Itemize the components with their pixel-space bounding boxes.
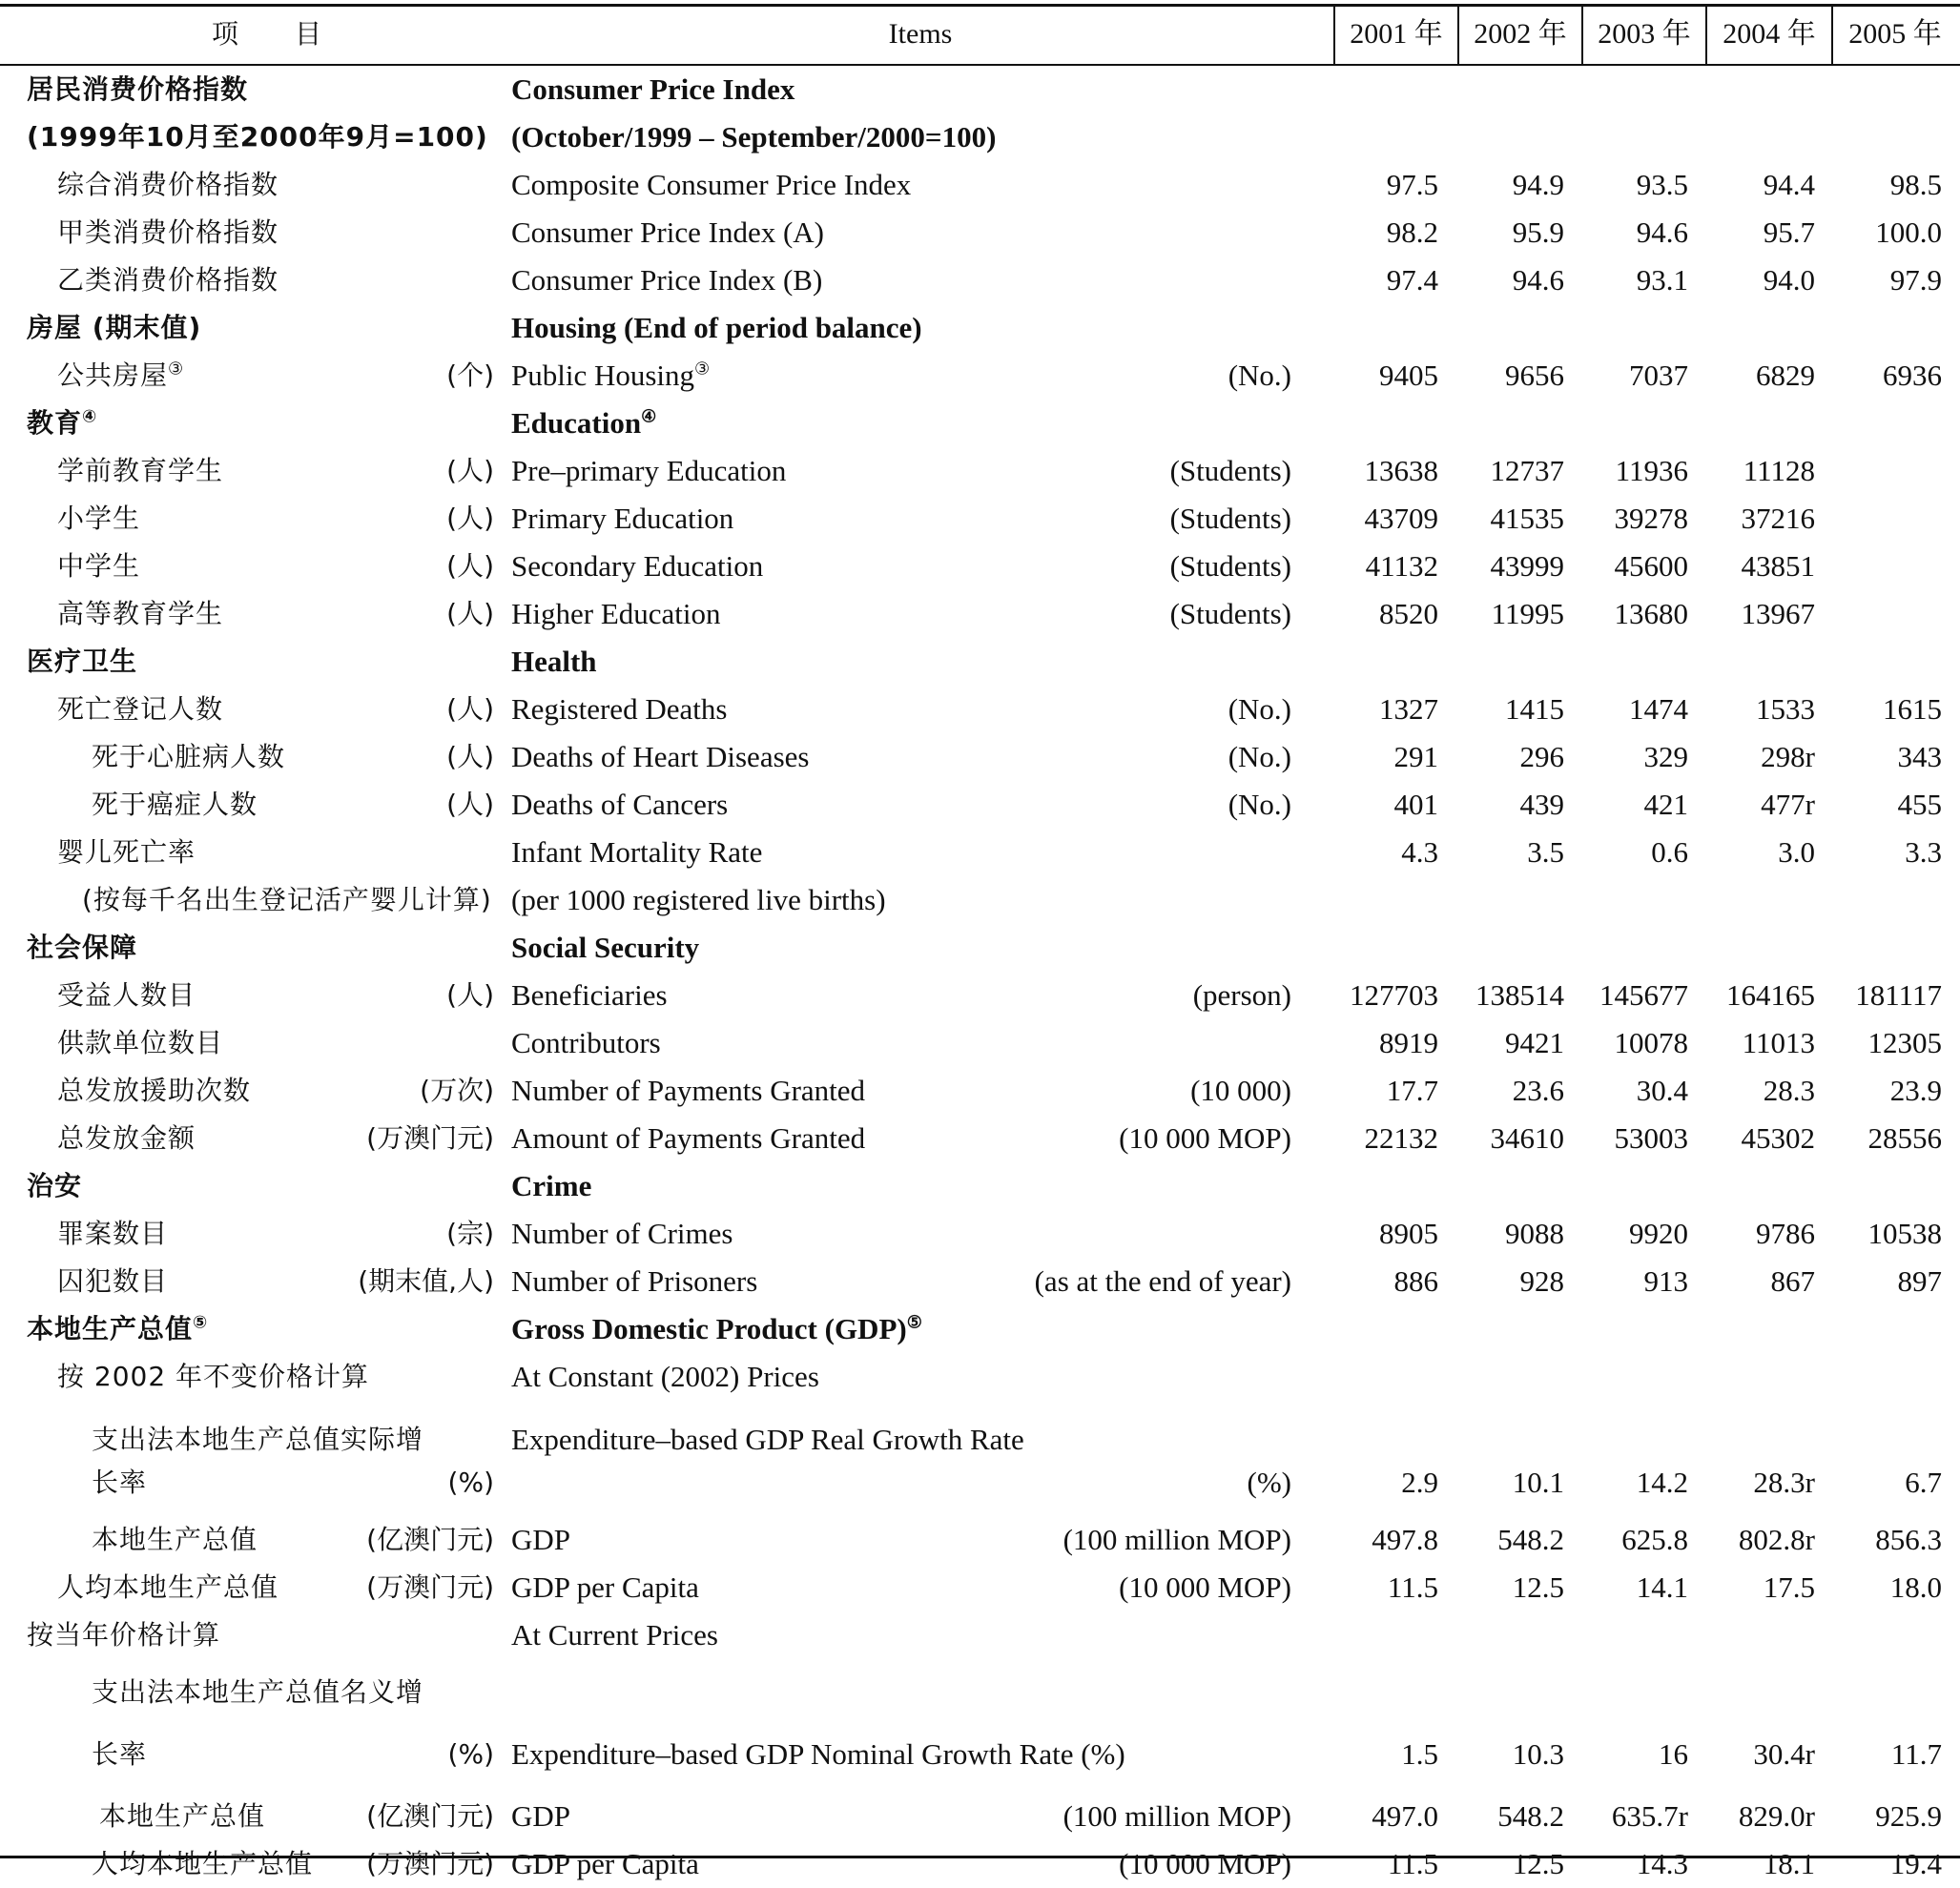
value-cell: 1615 — [1883, 692, 1942, 726]
header-item-zh: 项 目 — [211, 18, 322, 50]
header-year: 2004 年 — [1723, 18, 1816, 50]
value-cell: 9920 — [1629, 1217, 1688, 1250]
row-unit-zh: (万澳门元) — [366, 1571, 494, 1603]
value-cell: 12737 — [1490, 454, 1564, 487]
value-cell: 477r — [1761, 788, 1815, 821]
value-cell: 0.6 — [1651, 835, 1688, 869]
value-cell: 94.6 — [1636, 215, 1688, 249]
header-item-en: Items — [888, 18, 953, 50]
header-year: 2005 年 — [1848, 18, 1942, 50]
table-top-rule — [0, 4, 1960, 7]
value-cell: 867 — [1770, 1264, 1815, 1298]
value-cell: 1.5 — [1401, 1737, 1438, 1771]
footnote-marker: ⑤ — [193, 1312, 209, 1333]
row-label-en: Composite Consumer Price Index — [511, 168, 912, 201]
value-cell: 1415 — [1505, 692, 1564, 726]
value-cell: 138514 — [1475, 978, 1564, 1012]
value-cell: 12.5 — [1512, 1847, 1564, 1880]
row-label-en: GDP — [511, 1523, 571, 1556]
value-cell: 8919 — [1379, 1026, 1438, 1059]
row-label-en: (per 1000 registered live births) — [511, 883, 886, 916]
table-row — [0, 876, 1960, 924]
row-unit-zh: (人) — [446, 741, 494, 772]
row-label-zh: 中学生 — [57, 550, 141, 582]
value-cell: 94.0 — [1763, 263, 1815, 297]
row-label-en: GDP per Capita — [511, 1570, 699, 1604]
value-cell: 17.5 — [1763, 1570, 1815, 1604]
value-cell: 635.7r — [1611, 1799, 1688, 1833]
value-cell: 10.3 — [1512, 1737, 1564, 1771]
value-cell: 43709 — [1364, 502, 1438, 535]
value-cell: 17.7 — [1386, 1074, 1438, 1107]
value-cell: 9786 — [1756, 1217, 1815, 1250]
table-row — [0, 638, 1960, 686]
value-cell: 14.1 — [1636, 1570, 1688, 1604]
value-cell: 10078 — [1614, 1026, 1688, 1059]
value-cell: 10.1 — [1512, 1466, 1564, 1499]
value-cell: 6936 — [1883, 359, 1942, 392]
footnote-marker: ③ — [694, 359, 711, 379]
value-cell: 3.5 — [1527, 835, 1564, 869]
value-cell: 23.9 — [1889, 1074, 1942, 1107]
table-row — [0, 1669, 1960, 1716]
value-cell: 97.4 — [1386, 263, 1438, 297]
table-row — [0, 304, 1960, 352]
row-unit-en: (Students) — [1169, 502, 1291, 535]
row-label-en: Education④ — [511, 406, 657, 440]
row-unit-en: (person) — [1192, 978, 1291, 1012]
row-unit-zh: (人) — [446, 598, 494, 629]
row-label-zh: 按当年价格计算 — [27, 1619, 221, 1651]
row-label-zh: 房屋 (期末值) — [27, 312, 202, 343]
row-label-zh: 人均本地生产总值 — [92, 1848, 314, 1879]
table-row — [0, 1793, 1960, 1840]
table-row — [0, 113, 1960, 161]
row-unit-en: (10 000 MOP) — [1119, 1121, 1291, 1155]
row-label-zh: 高等教育学生 — [57, 598, 224, 629]
row-label-zh: 社会保障 — [27, 932, 138, 963]
value-cell: 94.9 — [1512, 168, 1564, 201]
value-cell: 11995 — [1491, 597, 1564, 630]
table-row — [0, 733, 1960, 781]
value-cell: 2.9 — [1401, 1466, 1438, 1499]
row-label-en: Amount of Payments Granted — [511, 1121, 866, 1155]
value-cell: 925.9 — [1875, 1799, 1942, 1833]
value-cell: 22132 — [1364, 1121, 1438, 1155]
row-label-zh: 长率 — [92, 1738, 148, 1770]
value-cell: 421 — [1643, 788, 1688, 821]
value-cell: 45302 — [1741, 1121, 1815, 1155]
row-unit-en: (10 000 MOP) — [1119, 1570, 1291, 1604]
value-cell: 164165 — [1726, 978, 1815, 1012]
row-label-en: Consumer Price Index (A) — [511, 215, 824, 249]
row-unit-zh: (万澳门元) — [366, 1122, 494, 1154]
row-label-en: GDP — [511, 1799, 571, 1833]
table-row — [0, 352, 1960, 400]
footnote-marker: ④ — [641, 406, 657, 426]
row-unit-zh: (个) — [446, 359, 494, 391]
value-cell: 625.8 — [1621, 1523, 1688, 1556]
row-label-zh: 总发放援助次数 — [57, 1075, 252, 1106]
table-row — [0, 1459, 1960, 1507]
value-cell: 3.0 — [1778, 835, 1815, 869]
value-cell: 1327 — [1379, 692, 1438, 726]
value-cell: 3.3 — [1905, 835, 1942, 869]
value-cell: 1533 — [1756, 692, 1815, 726]
row-unit-zh: (人) — [446, 693, 494, 725]
value-cell: 455 — [1897, 788, 1942, 821]
row-unit-zh: (%) — [447, 1467, 494, 1498]
row-unit-en: (No.) — [1228, 692, 1291, 726]
row-unit-zh: (万次) — [420, 1075, 494, 1106]
row-unit-en: (No.) — [1228, 359, 1291, 392]
table-row — [0, 1840, 1960, 1888]
row-unit-zh: (人) — [446, 789, 494, 820]
table-row — [0, 447, 1960, 495]
row-unit-zh: (%) — [447, 1738, 494, 1770]
value-cell: 43851 — [1741, 549, 1815, 583]
row-label-zh: 医疗卫生 — [27, 646, 138, 677]
row-label-en: At Constant (2002) Prices — [511, 1360, 819, 1393]
value-cell: 439 — [1519, 788, 1564, 821]
value-cell: 28.3r — [1753, 1466, 1815, 1499]
value-cell: 100.0 — [1875, 215, 1942, 249]
row-label-en: Health — [511, 645, 597, 678]
row-label-en: Crime — [511, 1169, 592, 1202]
value-cell: 9088 — [1505, 1217, 1564, 1250]
table-row — [0, 1115, 1960, 1162]
value-cell: 928 — [1519, 1264, 1564, 1298]
value-cell: 329 — [1643, 740, 1688, 773]
row-label-zh: 长率 — [92, 1467, 148, 1498]
table-row — [0, 495, 1960, 543]
row-unit-en: (No.) — [1228, 788, 1291, 821]
value-cell: 296 — [1519, 740, 1564, 773]
row-label-zh: 囚犯数目 — [57, 1265, 169, 1297]
value-cell: 8905 — [1379, 1217, 1438, 1250]
value-cell: 28556 — [1867, 1121, 1942, 1155]
value-cell: 97.9 — [1889, 263, 1942, 297]
table-row — [0, 1516, 1960, 1564]
table-row — [0, 972, 1960, 1019]
row-unit-zh: (万澳门元) — [366, 1848, 494, 1879]
row-unit-en: (10 000 MOP) — [1119, 1847, 1291, 1880]
table-row — [0, 1353, 1960, 1401]
table-row — [0, 1162, 1960, 1210]
value-cell: 10538 — [1867, 1217, 1942, 1250]
row-unit-zh: (宗) — [446, 1218, 494, 1249]
row-label-en: Gross Domestic Product (GDP)⑤ — [511, 1312, 922, 1345]
row-unit-en: (as at the end of year) — [1034, 1264, 1291, 1298]
value-cell: 127703 — [1350, 978, 1438, 1012]
value-cell: 6829 — [1756, 359, 1815, 392]
row-label-zh: 死于心脏病人数 — [92, 741, 286, 772]
footnote-marker: ③ — [168, 359, 185, 380]
value-cell: 897 — [1897, 1264, 1942, 1298]
value-cell: 913 — [1643, 1264, 1688, 1298]
value-cell: 23.6 — [1512, 1074, 1564, 1107]
row-label-zh: 本地生产总值⑤ — [27, 1312, 209, 1344]
value-cell: 181117 — [1855, 978, 1942, 1012]
value-cell: 12305 — [1867, 1026, 1942, 1059]
row-label-zh: 支出法本地生产总值实际增 — [92, 1424, 424, 1455]
value-cell: 98.5 — [1889, 168, 1942, 201]
row-unit-en: (10 000) — [1190, 1074, 1291, 1107]
row-label-zh: (1999年10月至2000年9月=100) — [27, 121, 488, 153]
table-row — [0, 1731, 1960, 1778]
value-cell: 9405 — [1379, 359, 1438, 392]
row-label-zh: (按每千名出生登记活产婴儿计算) — [82, 884, 492, 915]
value-cell: 9421 — [1505, 1026, 1564, 1059]
footnote-marker: ④ — [82, 406, 98, 427]
value-cell: 1474 — [1629, 692, 1688, 726]
table-row — [0, 543, 1960, 590]
value-cell: 95.7 — [1763, 215, 1815, 249]
value-cell: 95.9 — [1512, 215, 1564, 249]
row-label-en: Beneficiaries — [511, 978, 668, 1012]
table-row — [0, 590, 1960, 638]
value-cell: 18.1 — [1763, 1847, 1815, 1880]
row-label-en: Higher Education — [511, 597, 721, 630]
row-unit-zh: (亿澳门元) — [366, 1524, 494, 1555]
row-label-en: Pre–primary Education — [511, 454, 787, 487]
value-cell: 497.0 — [1372, 1799, 1438, 1833]
row-label-zh: 本地生产总值 — [92, 1524, 258, 1555]
row-label-en: Number of Crimes — [511, 1217, 733, 1250]
table-row — [0, 686, 1960, 733]
value-cell: 43999 — [1490, 549, 1564, 583]
value-cell: 45600 — [1614, 549, 1688, 583]
value-cell: 16 — [1659, 1737, 1688, 1771]
table-row — [0, 209, 1960, 257]
table-row — [0, 1210, 1960, 1258]
value-cell: 802.8r — [1738, 1523, 1815, 1556]
row-label-en: At Current Prices — [511, 1618, 718, 1652]
row-label-en: Contributors — [511, 1026, 661, 1059]
value-cell: 39278 — [1614, 502, 1688, 535]
footnote-marker: ⑤ — [906, 1312, 922, 1332]
value-cell: 41132 — [1365, 549, 1438, 583]
row-label-zh: 公共房屋③ — [57, 359, 185, 391]
value-cell: 11.5 — [1387, 1847, 1438, 1880]
value-cell: 13967 — [1741, 597, 1815, 630]
row-unit-zh: (人) — [446, 979, 494, 1011]
table-row — [0, 400, 1960, 447]
row-unit-en: (Students) — [1169, 549, 1291, 583]
row-label-en: GDP per Capita — [511, 1847, 699, 1880]
value-cell: 856.3 — [1875, 1523, 1942, 1556]
value-cell: 4.3 — [1401, 835, 1438, 869]
value-cell: 28.3 — [1763, 1074, 1815, 1107]
value-cell: 298r — [1761, 740, 1815, 773]
row-label-en: Expenditure–based GDP Real Growth Rate — [511, 1423, 1024, 1456]
table-row — [0, 1416, 1960, 1464]
table-row — [0, 781, 1960, 829]
value-cell: 12.5 — [1512, 1570, 1564, 1604]
value-cell: 97.5 — [1386, 168, 1438, 201]
row-label-zh: 总发放金额 — [57, 1122, 196, 1154]
header-year: 2003 年 — [1598, 18, 1691, 50]
table-row — [0, 1305, 1960, 1353]
value-cell: 14.2 — [1636, 1466, 1688, 1499]
value-cell: 41535 — [1490, 502, 1564, 535]
row-label-en: Consumer Price Index — [511, 72, 795, 106]
value-cell: 11936 — [1615, 454, 1688, 487]
row-unit-zh: (人) — [446, 503, 494, 534]
row-label-en: Primary Education — [511, 502, 734, 535]
value-cell: 98.2 — [1386, 215, 1438, 249]
row-label-en: Registered Deaths — [511, 692, 728, 726]
row-label-en: Deaths of Heart Diseases — [511, 740, 810, 773]
value-cell: 13680 — [1614, 597, 1688, 630]
row-label-zh: 乙类消费价格指数 — [57, 264, 279, 296]
row-unit-en: (%) — [1247, 1466, 1291, 1499]
row-unit-zh: (期末值,人) — [358, 1265, 494, 1297]
value-cell: 93.5 — [1636, 168, 1688, 201]
value-cell: 13638 — [1364, 454, 1438, 487]
row-label-zh: 居民消费价格指数 — [27, 73, 249, 105]
row-label-zh: 婴儿死亡率 — [57, 836, 196, 868]
value-cell: 8520 — [1379, 597, 1438, 630]
row-label-en: Expenditure–based GDP Nominal Growth Rate (%) — [511, 1737, 1125, 1771]
value-cell: 401 — [1393, 788, 1438, 821]
row-label-zh: 甲类消费价格指数 — [57, 216, 279, 248]
value-cell: 829.0r — [1738, 1799, 1815, 1833]
value-cell: 548.2 — [1497, 1523, 1564, 1556]
value-cell: 30.4r — [1753, 1737, 1815, 1771]
table-row — [0, 66, 1960, 113]
row-label-en: Secondary Education — [511, 549, 764, 583]
row-label-zh: 小学生 — [57, 503, 141, 534]
row-label-zh: 人均本地生产总值 — [57, 1571, 279, 1603]
table-row — [0, 161, 1960, 209]
row-label-zh: 死于癌症人数 — [92, 789, 258, 820]
row-label-en: Number of Prisoners — [511, 1264, 758, 1298]
value-cell: 548.2 — [1497, 1799, 1564, 1833]
row-label-zh: 教育④ — [27, 406, 98, 439]
row-label-zh: 供款单位数目 — [57, 1027, 224, 1058]
value-cell: 37216 — [1741, 502, 1815, 535]
value-cell: 9656 — [1505, 359, 1564, 392]
header-year: 2002 年 — [1474, 18, 1567, 50]
table-row — [0, 1019, 1960, 1067]
table-row — [0, 924, 1960, 972]
header-year: 2001 年 — [1350, 18, 1443, 50]
row-label-en: Public Housing③ — [511, 359, 711, 392]
row-label-en: Deaths of Cancers — [511, 788, 729, 821]
value-cell: 30.4 — [1636, 1074, 1688, 1107]
row-label-zh: 死亡登记人数 — [57, 693, 224, 725]
value-cell: 18.0 — [1889, 1570, 1942, 1604]
value-cell: 11.5 — [1387, 1570, 1438, 1604]
table-row — [0, 1067, 1960, 1115]
value-cell: 497.8 — [1372, 1523, 1438, 1556]
value-cell: 886 — [1393, 1264, 1438, 1298]
row-label-zh: 本地生产总值 — [99, 1800, 266, 1832]
row-label-en: (October/1999 – September/2000=100) — [511, 120, 997, 154]
row-label-en: Number of Payments Granted — [511, 1074, 866, 1107]
table-row — [0, 829, 1960, 876]
table-row — [0, 1258, 1960, 1305]
value-cell: 19.4 — [1889, 1847, 1942, 1880]
row-unit-zh: (人) — [446, 455, 494, 486]
value-cell: 343 — [1897, 740, 1942, 773]
value-cell: 34610 — [1490, 1121, 1564, 1155]
row-unit-en: (Students) — [1169, 597, 1291, 630]
row-label-zh: 学前教育学生 — [57, 455, 224, 486]
row-label-zh: 罪案数目 — [57, 1218, 169, 1249]
value-cell: 6.7 — [1905, 1466, 1942, 1499]
row-label-zh: 治安 — [27, 1170, 83, 1201]
value-cell: 145677 — [1599, 978, 1688, 1012]
value-cell: 53003 — [1614, 1121, 1688, 1155]
row-label-zh: 支出法本地生产总值名义增 — [92, 1676, 424, 1708]
row-unit-zh: (亿澳门元) — [366, 1800, 494, 1832]
row-unit-en: (No.) — [1228, 740, 1291, 773]
table-row — [0, 1611, 1960, 1659]
table-row — [0, 1564, 1960, 1611]
row-unit-en: (100 million MOP) — [1063, 1523, 1291, 1556]
table-row — [0, 257, 1960, 304]
value-cell: 11013 — [1742, 1026, 1815, 1059]
value-cell: 11128 — [1743, 454, 1815, 487]
row-label-en: Social Security — [511, 931, 700, 964]
row-label-en: Infant Mortality Rate — [511, 835, 763, 869]
row-label-en: Consumer Price Index (B) — [511, 263, 823, 297]
value-cell: 93.1 — [1636, 263, 1688, 297]
row-unit-en: (100 million MOP) — [1063, 1799, 1291, 1833]
row-label-zh: 按 2002 年不变价格计算 — [57, 1361, 370, 1392]
row-unit-en: (Students) — [1169, 454, 1291, 487]
row-unit-zh: (人) — [446, 550, 494, 582]
value-cell: 291 — [1393, 740, 1438, 773]
value-cell: 94.4 — [1763, 168, 1815, 201]
row-label-en: Housing (End of period balance) — [511, 311, 922, 344]
row-label-zh: 综合消费价格指数 — [57, 169, 279, 200]
value-cell: 11.7 — [1890, 1737, 1942, 1771]
row-label-zh: 受益人数目 — [57, 979, 196, 1011]
value-cell: 7037 — [1629, 359, 1688, 392]
value-cell: 14.3 — [1636, 1847, 1688, 1880]
value-cell: 94.6 — [1512, 263, 1564, 297]
